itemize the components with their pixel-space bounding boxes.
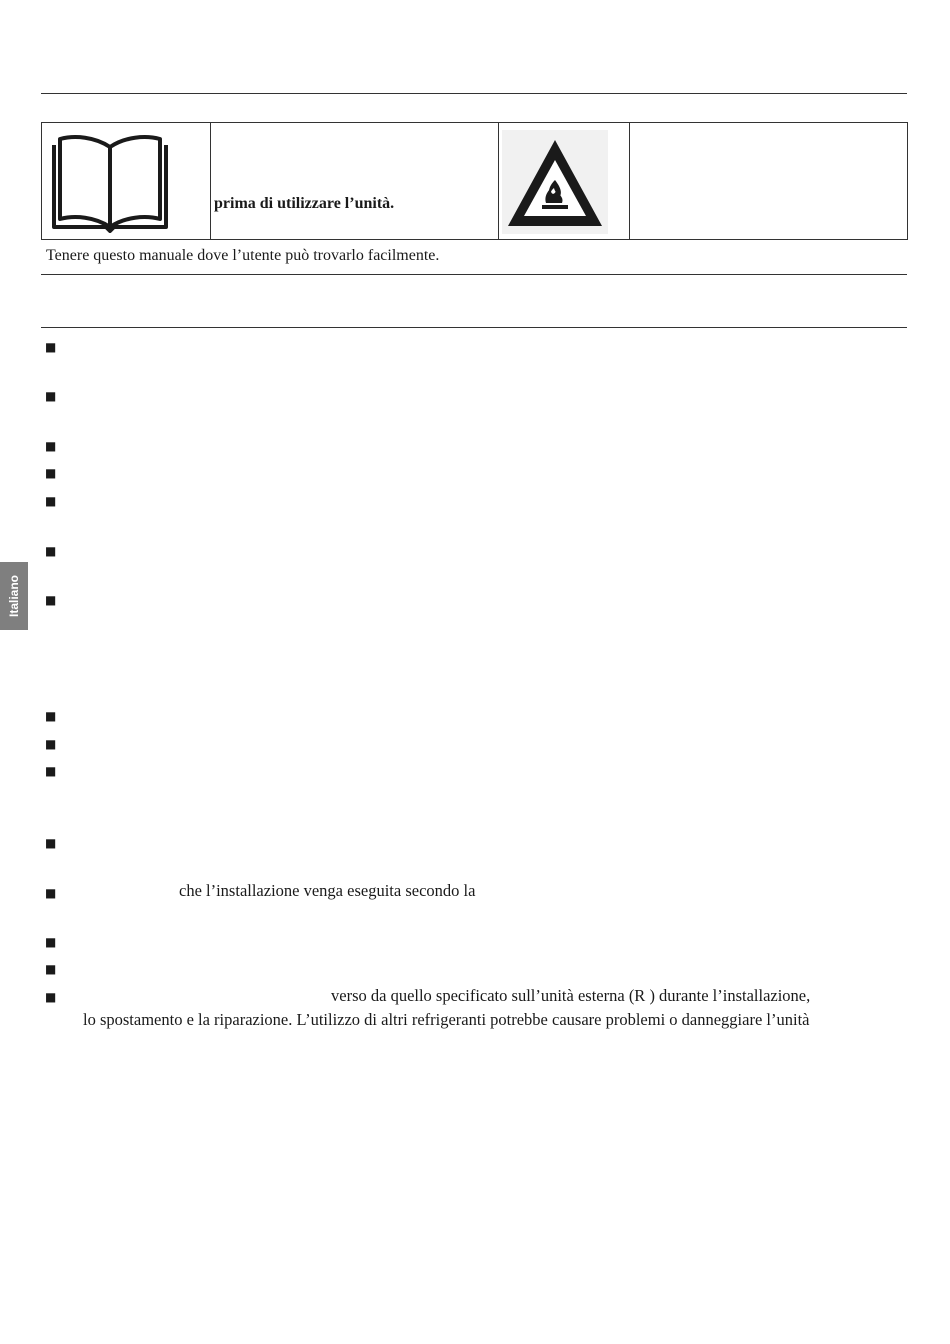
warning-text-cell [630,123,908,240]
bullet-marker: ■ [45,466,57,480]
bullet-marker: ■ [45,886,57,900]
bullet-marker: ■ [45,340,57,354]
book-cell [42,123,211,240]
top-rule [41,93,907,94]
bullet-marker: ■ [45,764,57,778]
bullet-marker: ■ [45,935,57,949]
bullet-marker: ■ [45,439,57,453]
installation-clause-fragment: che l’installazione venga eseguita secondo la [179,881,476,900]
warning-icon-cell [499,123,630,240]
bullet-marker: ■ [45,709,57,723]
section-rule-lower [41,327,907,328]
bullet-marker: ■ [45,593,57,607]
bullet-marker: ■ [45,544,57,558]
bullet-marker: ■ [45,737,57,751]
language-tab-label: Italiano [7,574,21,618]
bullet-marker: ■ [45,990,57,1004]
keep-manual-text: Tenere questo manuale dove l’utente può trovarlo facilmente. [46,247,440,264]
section-rule-upper [41,274,907,275]
refrigerant-line-fragment: verso da quello specificato sull’unità esterna (R ) durante l’installazione, [331,986,811,1005]
bullet-marker: ■ [45,836,57,850]
notice-box [41,122,908,240]
flammable-warning-triangle-icon [502,130,608,234]
bullet-marker: ■ [45,962,57,976]
read-before-use-cell [211,123,499,240]
language-side-tab [0,562,28,630]
read-before-use-note: prima di utilizzare l’unità. [214,195,395,212]
bullet-marker: ■ [45,494,57,508]
bullet-marker: ■ [45,389,57,403]
open-book-icon [50,129,170,233]
refrigerant-warning-paragraph: lo spostamento e la riparazione. L’utilizzo di altri refrigeranti potrebbe causare problemi o danneggiare l’unità [83,1010,810,1029]
